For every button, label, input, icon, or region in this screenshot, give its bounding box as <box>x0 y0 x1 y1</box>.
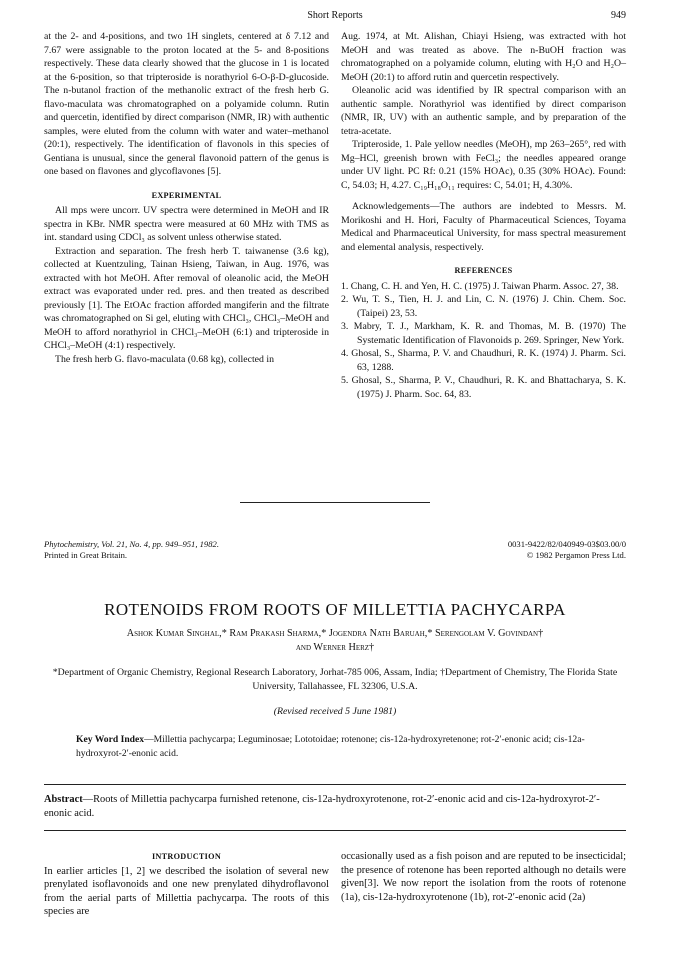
previous-article-right-column <box>341 30 626 401</box>
authors-line: Ashok Kumar Singhal,* Ram Prakash Sharma,* Jogendra Nath Baruah,* Serengolam V. Govindan† <box>126 628 544 639</box>
abstract-top-rule <box>44 784 626 785</box>
abstract-bottom-rule <box>44 830 626 831</box>
reference-item: 4. Ghosal, S., Sharma, P. V. and Chaudhuri, R. K. (1974) J. Pharm. Sci. 63, 1288. <box>341 348 626 373</box>
abstract-text: —Roots of Millettia pachycarpa furnished retenone, cis-12a-hydroxyrotenone, rot-2′-enonic acid and cis-12a-hydroxyrot-2′-enonic acid. <box>44 794 600 819</box>
introduction-left-column <box>44 850 329 919</box>
body-paragraph: Oleanolic acid was identified by IR spectral comparison with an authentic sample. Norathyriol was identified by direct comparison (NMR, IR, UV) with an authentic sample, and by preparation of the tetra-acetate. <box>341 85 626 137</box>
authors-line: and Werner Herz† <box>295 642 375 653</box>
reference-item: 1. Chang, C. H. and Yen, H. C. (1975) J. Taiwan Pharm. Assoc. 27, 38. <box>341 280 619 292</box>
introduction-right-column <box>341 850 626 904</box>
abstract <box>44 793 626 821</box>
body-paragraph: Aug. 1974, at Mt. Alishan, Chiayi Hsieng, was extracted with hot MeOH and was treated as above. The n-BuOH fraction was chromatographed on a polyamide column, eluting with H₂O and H₂O–MeOH (20:1) to afford rutin and quercetin respectively. <box>341 31 626 83</box>
running-title: Short Reports <box>307 10 363 21</box>
copyright-block <box>508 539 626 561</box>
herb-paragraph: The fresh herb G. flavo-maculata (0.68 kg), collected in <box>55 353 274 365</box>
keyword-list: —Millettia pachycarpa; Leguminosae; Lototoidae; rotenone; cis-12a-hydroxyretenone; rot-2′-enonic acid; cis-12a-hydroxyrot-2′-enonic acid. <box>76 734 585 759</box>
body-paragraph: Tripteroside, 1. Pale yellow needles (MeOH), mp 263–265°, red with Mg–HCl, greenish brown with FeCl₃; the needles appeared orange under UV light. PC Rf: 0.21 (15% HOAc), 0.35 (30% HOAc). Found: C, 54.03; H, 4.27. C₁₉H₁₈O₁₁ requires: C, 54.01; H, 4.30%. <box>341 139 626 191</box>
copyright-line: © 1982 Pergamon Press Ltd. <box>526 550 626 560</box>
introduction-heading: INTRODUCTION <box>151 852 222 861</box>
article-title: ROTENOIDS FROM ROOTS OF MILLETTIA PACHYCARPA <box>104 600 566 619</box>
previous-article-left-column <box>44 30 329 366</box>
experimental-heading: EXPERIMENTAL <box>151 190 222 200</box>
page-number: 949 <box>611 10 626 21</box>
running-header <box>44 10 626 24</box>
references-heading: REFERENCES <box>454 266 513 275</box>
reference-item: 3. Mabry, T. J., Markham, K. R. and Thomas, M. B. (1970) The Systematic Identification of Flavonoids p. 269. Springer, New York. <box>341 321 626 346</box>
journal-citation-line: Phytochemistry, Vol. 21, No. 4, pp. 949–951, 1982. <box>44 539 219 549</box>
body-paragraph: at the 2- and 4-positions, and two 1H singlets, centered at δ 7.12 and 7.67 were assignable to the proton located at the 5- and 8-positions respectively. These data clearly showed that the glucose in 1 is located at the 6-position, so that tripteroside is norathyriol 6-O-β-D-glucoside. The n-butanol fraction of the methanolic extract of the fresh herb G. flavo-maculata was chromatographed on a polyamide column. Rutin and quercetin, identified by direct comparison (NMR, IR) with authentic samples, were eluted from the column with water and water–methanol (20:1), respectively. The identification of flavonols in this species of Gentiana is unusual, since the general flavonoid pattern of the genus is one based on flavones and glycoflavones [5]. <box>44 31 329 177</box>
keyword-label: Key Word Index <box>76 734 145 745</box>
keyword-index <box>76 733 602 760</box>
printed-in-line: Printed in Great Britain. <box>44 550 128 560</box>
extraction-paragraph: Extraction and separation. The fresh herb T. taiwanense (3.6 kg), collected at Kuentzuling, Tainan Hsieng, Taiwan, in Aug. 1976, was extracted with hot MeOH. After removal of oleanolic acid, the MeOH extract was evaporated under red. pres. and then treated as described previously [1]. The EtOAc fraction afforded mangiferin and the filtrate was chromatographed on Si gel, eluting with CHCl₃, CHCl₃–MeOH and MeOH to afford norathyriol in CHCl₃–MeOH (6:1) and tripteroside in CHCl₃–MeOH (4:1) respectively. <box>44 245 329 351</box>
acknowledgements: Acknowledgements—The authors are indebted to Messrs. M. Morikoshi and H. Hori, Faculty of Pharmaceutical Sciences, Toyama Medical and Pharmaceutical University, for mass spectral measurement and elemental analysis, respectively. <box>341 201 626 253</box>
affiliations: *Department of Organic Chemistry, Regional Research Laboratory, Jorhat-785 006, Assam, India; †Department of Chemistry, The Florida State University, Tallahassee, FL 32306, U.S.A. <box>52 667 618 692</box>
article-separator-rule <box>240 502 430 503</box>
received-date: (Revised received 5 June 1981) <box>273 706 397 717</box>
reference-list <box>341 280 626 402</box>
reference-item: 5. Ghosal, S., Sharma, P. V., Chaudhuri, R. K. and Bhattacharya, S. K. (1975) J. Pharm. Soc. 64, 83. <box>341 375 626 400</box>
abstract-label: Abstract <box>44 794 83 805</box>
journal-citation <box>44 539 219 561</box>
experimental-paragraph: All mps were uncorr. UV spectra were determined in MeOH and IR spectra in KBr. NMR spectra were measured at 60 MHz with TMS as int. standard using CDCl₃ as solvent unless otherwise stated. <box>44 205 329 243</box>
reference-item: 2. Wu, T. S., Tien, H. J. and Lin, C. N. (1976) J. Chin. Chem. Soc. (Taipei) 23, 53. <box>341 294 626 319</box>
introduction-paragraph: occasionally used as a fish poison and are reputed to be insecticidal; the presence of rotenone has been reported although no details were given[3]. We now report the isolation from the roots of rotenone (1a), cis-12a-hydroxyrotenone (1b), rot-2′-enonic acid (2a) <box>341 851 626 903</box>
introduction-paragraph: In earlier articles [1, 2] we described the isolation of several new prenylated isoflavonoids and one new prenylated dihydroflavonol from the aerial parts of Millettia pachycarpa. The roots of this species are <box>44 865 329 918</box>
issn-line: 0031-9422/82/040949-03$03.00/0 <box>507 539 626 549</box>
author-list <box>44 627 626 655</box>
